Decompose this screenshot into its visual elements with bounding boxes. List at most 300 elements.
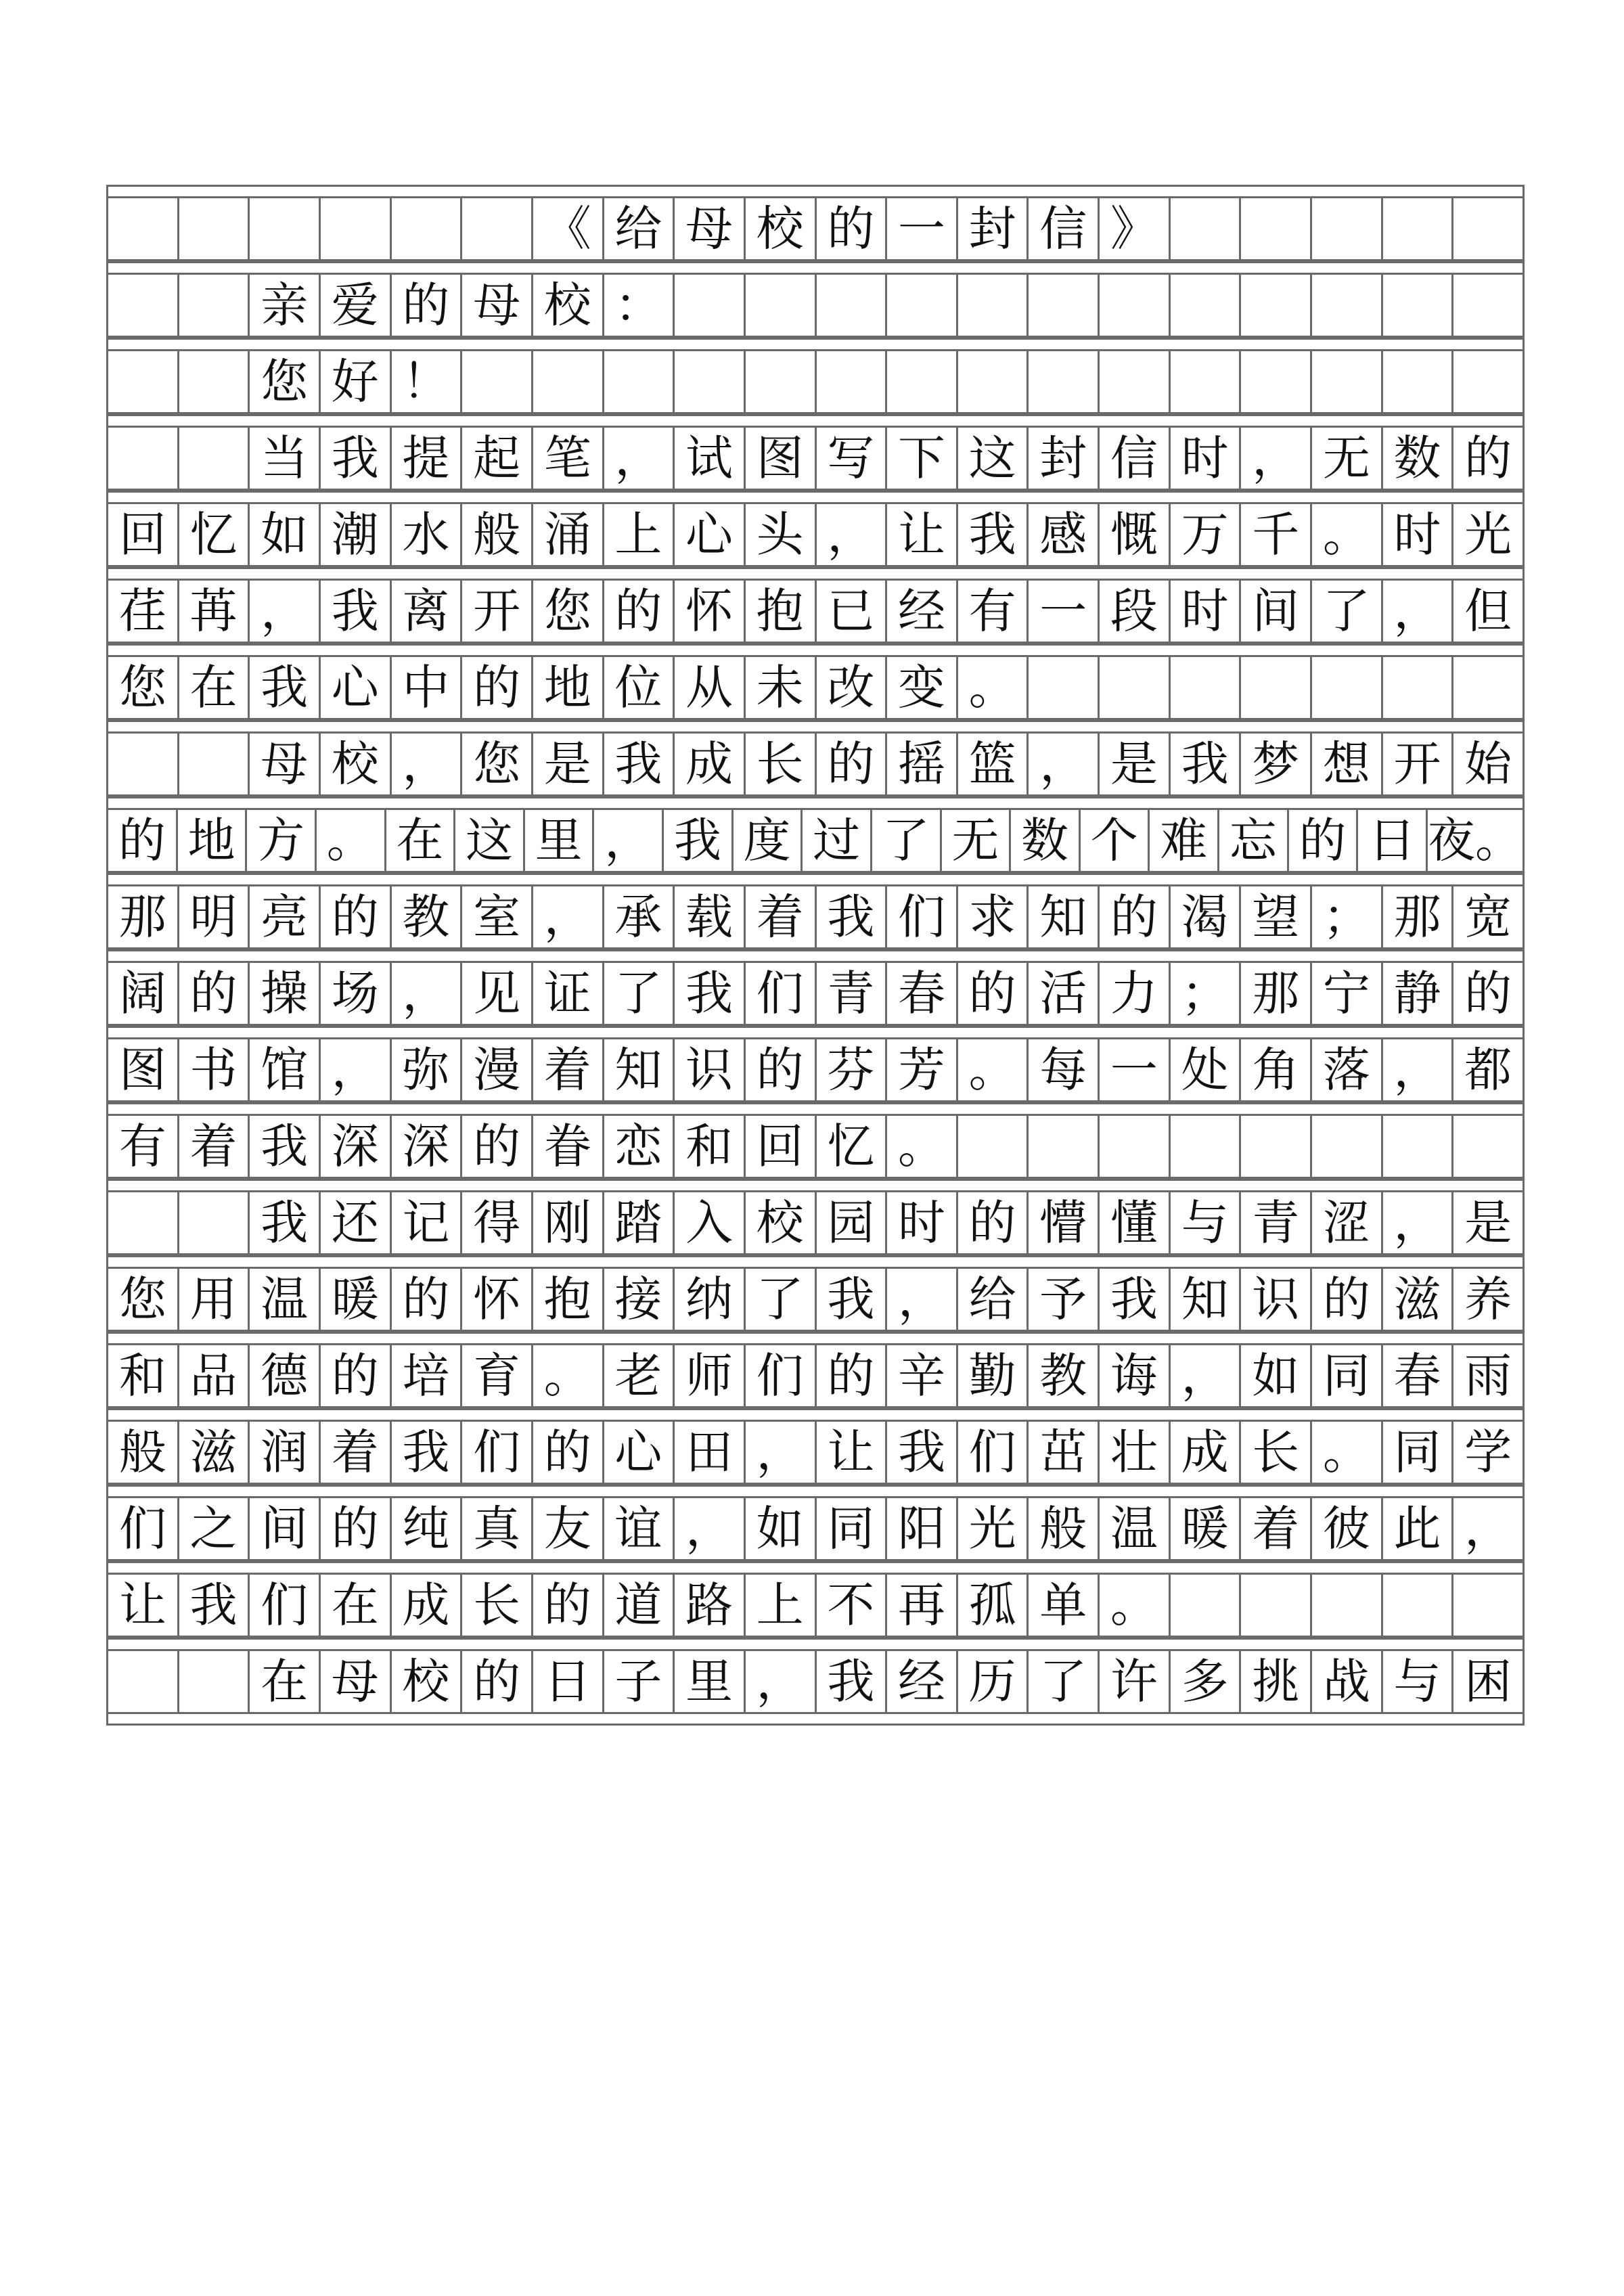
grid-cell: 挑 (1241, 1651, 1312, 1712)
composition-grid-paper (106, 185, 1525, 1726)
grid-cell: 图 (108, 1039, 179, 1100)
grid-cell: 接 (604, 1269, 675, 1330)
grid-cell: 载 (675, 886, 746, 947)
grid-cell (179, 351, 250, 412)
grid-cell: 的 (817, 198, 888, 259)
grid-cell: ， (817, 504, 888, 565)
grid-cell: 真 (462, 1498, 533, 1559)
grid-cell: 证 (533, 963, 604, 1024)
grid-cell: 的 (462, 657, 533, 718)
grid-cell: 给 (604, 198, 675, 259)
grid-cell: 青 (817, 963, 888, 1024)
grid-cell: 下 (887, 428, 958, 489)
grid-cell: 经 (887, 581, 958, 641)
grid-cell: 我 (887, 1422, 958, 1483)
row-spacer (106, 1561, 1525, 1573)
grid-row (106, 884, 1525, 949)
grid-cell: 母 (462, 275, 533, 336)
grid-cell: 从 (675, 657, 746, 718)
grid-cell: 地 (533, 657, 604, 718)
grid-cell (179, 275, 250, 336)
grid-cell: 与 (1171, 1192, 1242, 1253)
grid-cell: 我 (675, 963, 746, 1024)
grid-cell: 回 (108, 504, 179, 565)
grid-cell: 摇 (887, 734, 958, 794)
grid-cell: 不 (817, 1575, 888, 1636)
grid-cell: 友 (533, 1498, 604, 1559)
grid-cell: 得 (462, 1192, 533, 1253)
grid-cell: 篮 (958, 734, 1029, 794)
grid-cell: 了 (1029, 1651, 1100, 1712)
grid-cell: 都 (1453, 1039, 1525, 1100)
grid-cell: 了 (1312, 581, 1383, 641)
grid-cell: ， (1453, 1498, 1525, 1559)
grid-cell (1383, 657, 1454, 718)
grid-cell: 在 (386, 810, 456, 871)
grid-cell: 涌 (533, 504, 604, 565)
grid-cell: 着 (533, 1039, 604, 1100)
grid-cell: 未 (746, 657, 817, 718)
grid-row (106, 426, 1525, 491)
grid-cell (1171, 1116, 1242, 1177)
grid-cell (392, 198, 463, 259)
grid-cell: 们 (462, 1422, 533, 1483)
grid-cell: 已 (817, 581, 888, 641)
grid-cell: 见 (462, 963, 533, 1024)
grid-cell: 的 (817, 734, 888, 794)
grid-cell: 多 (1171, 1651, 1242, 1712)
grid-row (106, 1343, 1525, 1408)
grid-cell (1171, 275, 1242, 336)
grid-cell: 着 (746, 886, 817, 947)
grid-cell: 心 (675, 504, 746, 565)
grid-cell: 涩 (1312, 1192, 1383, 1253)
grid-cell (1312, 1575, 1383, 1636)
grid-cell: 我 (321, 581, 392, 641)
grid-cell: 的 (817, 1345, 888, 1406)
grid-cell: 时 (1383, 504, 1454, 565)
grid-cell: 我 (1171, 734, 1242, 794)
row-spacer (106, 185, 1525, 196)
grid-row (106, 502, 1525, 567)
grid-cell: 懂 (1100, 1192, 1171, 1253)
grid-cell: 纳 (675, 1269, 746, 1330)
grid-row (106, 1573, 1525, 1638)
grid-cell: 师 (675, 1345, 746, 1406)
grid-cell: 一 (1100, 1039, 1171, 1100)
grid-cell: 静 (1383, 963, 1454, 1024)
grid-cell: 还 (321, 1192, 392, 1253)
grid-cell (462, 198, 533, 259)
grid-cell: 潮 (321, 504, 392, 565)
grid-cell: 您 (108, 1269, 179, 1330)
grid-cell: ， (594, 810, 664, 871)
grid-cell: 勤 (958, 1345, 1029, 1406)
grid-cell: 如 (746, 1498, 817, 1559)
grid-cell: 着 (1241, 1498, 1312, 1559)
row-spacer (106, 873, 1525, 884)
grid-cell: 过 (803, 810, 872, 871)
grid-cell: 我 (250, 1116, 321, 1177)
grid-cell: 《 (533, 198, 604, 259)
grid-cell (1383, 1116, 1454, 1177)
grid-cell: 变 (887, 657, 958, 718)
grid-cell: ， (1029, 734, 1100, 794)
grid-cell: 校 (321, 734, 392, 794)
grid-cell: 。 (1312, 1422, 1383, 1483)
grid-cell: 爱 (321, 275, 392, 336)
grid-cell: 了 (872, 810, 942, 871)
grid-cell (1171, 198, 1242, 259)
grid-cell: 识 (675, 1039, 746, 1100)
grid-cell: 芬 (817, 1039, 888, 1100)
grid-cell: ， (746, 1422, 817, 1483)
grid-cell: 》 (1100, 198, 1171, 259)
grid-cell (179, 1651, 250, 1712)
grid-cell: 改 (817, 657, 888, 718)
grid-cell: 当 (250, 428, 321, 489)
grid-cell: 春 (1383, 1345, 1454, 1406)
grid-cell: 的 (533, 1422, 604, 1483)
grid-cell: ， (1383, 1192, 1454, 1253)
row-spacer (106, 644, 1525, 655)
grid-cell: 的 (533, 1575, 604, 1636)
row-spacer (106, 261, 1525, 273)
grid-cell: ， (321, 1039, 392, 1100)
grid-cell: 般 (1029, 1498, 1100, 1559)
row-spacer (106, 1332, 1525, 1343)
grid-cell (958, 275, 1029, 336)
grid-cell: 度 (734, 810, 803, 871)
row-spacer (106, 949, 1525, 961)
grid-cell (1241, 275, 1312, 336)
grid-cell: 路 (675, 1575, 746, 1636)
grid-cell: 校 (746, 198, 817, 259)
grid-cell: 是 (1100, 734, 1171, 794)
grid-cell: 记 (392, 1192, 463, 1253)
grid-cell: 成 (392, 1575, 463, 1636)
grid-cell: 懵 (1029, 1192, 1100, 1253)
grid-cell: 我 (392, 1422, 463, 1483)
grid-cell: 着 (321, 1422, 392, 1483)
grid-cell (179, 198, 250, 259)
grid-cell: 青 (1241, 1192, 1312, 1253)
grid-cell: 数 (1011, 810, 1081, 871)
grid-cell: 心 (604, 1422, 675, 1483)
grid-cell: 怀 (675, 581, 746, 641)
grid-cell: 彼 (1312, 1498, 1383, 1559)
grid-cell (1171, 351, 1242, 412)
grid-cell (179, 428, 250, 489)
grid-cell: 地 (178, 810, 248, 871)
grid-cell: 。 (1100, 1575, 1171, 1636)
grid-cell: 春 (887, 963, 958, 1024)
grid-cell: ， (1383, 1039, 1454, 1100)
grid-cell: 段 (1100, 581, 1171, 641)
grid-cell: 处 (1171, 1039, 1242, 1100)
grid-cell: 同 (817, 1498, 888, 1559)
grid-cell: 离 (392, 581, 463, 641)
grid-cell: 回 (746, 1116, 817, 1177)
grid-cell (1100, 1116, 1171, 1177)
grid-cell: 位 (604, 657, 675, 718)
grid-cell: 老 (604, 1345, 675, 1406)
grid-cell: 育 (462, 1345, 533, 1406)
grid-cell: 那 (108, 886, 179, 947)
grid-cell: 雨 (1453, 1345, 1525, 1406)
grid-cell: 我 (958, 504, 1029, 565)
grid-cell: 的 (321, 1498, 392, 1559)
grid-cell: 壮 (1100, 1422, 1171, 1483)
grid-cell: 经 (887, 1651, 958, 1712)
grid-row (106, 1496, 1525, 1561)
grid-cell (817, 275, 888, 336)
grid-cell (1453, 1116, 1525, 1177)
grid-cell: 让 (817, 1422, 888, 1483)
grid-cell: 养 (1453, 1269, 1525, 1330)
grid-cell: ， (1241, 428, 1312, 489)
grid-cell: 您 (108, 657, 179, 718)
grid-cell: 中 (392, 657, 463, 718)
grid-cell: 校 (533, 275, 604, 336)
row-spacer (106, 1638, 1525, 1649)
grid-cell: 入 (675, 1192, 746, 1253)
grid-row (106, 273, 1525, 338)
grid-cell: 母 (321, 1651, 392, 1712)
grid-cell: 弥 (392, 1039, 463, 1100)
grid-cell: 活 (1029, 963, 1100, 1024)
row-spacer (106, 414, 1525, 426)
grid-cell: 暖 (321, 1269, 392, 1330)
grid-cell: 阔 (108, 963, 179, 1024)
grid-cell: 品 (179, 1345, 250, 1406)
grid-cell: 道 (604, 1575, 675, 1636)
grid-cell: 教 (392, 886, 463, 947)
grid-row (106, 1420, 1525, 1485)
grid-cell: ， (887, 1269, 958, 1330)
grid-cell (1453, 351, 1525, 412)
grid-cell: 无 (1312, 428, 1383, 489)
grid-cell (1241, 1116, 1312, 1177)
grid-cell (1100, 351, 1171, 412)
grid-cell: ， (604, 428, 675, 489)
grid-cell: 书 (179, 1039, 250, 1100)
grid-cell: 们 (887, 886, 958, 947)
grid-cell: 这 (958, 428, 1029, 489)
grid-cell: 阳 (887, 1498, 958, 1559)
grid-cell (746, 351, 817, 412)
grid-cell: 母 (250, 734, 321, 794)
grid-cell: 滋 (179, 1422, 250, 1483)
grid-row (106, 961, 1525, 1026)
grid-cell: 许 (1100, 1651, 1171, 1712)
grid-cell (604, 351, 675, 412)
grid-row (106, 349, 1525, 414)
grid-cell: 们 (958, 1422, 1029, 1483)
grid-cell: 感 (1029, 504, 1100, 565)
grid-cell: 角 (1241, 1039, 1312, 1100)
grid-cell (1100, 275, 1171, 336)
grid-cell: 数 (1383, 428, 1454, 489)
grid-cell (1241, 657, 1312, 718)
row-spacer (106, 1179, 1525, 1190)
grid-cell: 的 (958, 963, 1029, 1024)
grid-cell (1029, 351, 1100, 412)
row-spacer (106, 1255, 1525, 1267)
grid-cell: 的 (108, 810, 178, 871)
grid-cell (1383, 1575, 1454, 1636)
grid-cell: 我 (1100, 1269, 1171, 1330)
grid-cell: 们 (250, 1575, 321, 1636)
grid-cell: 宁 (1312, 963, 1383, 1024)
grid-cell: 成 (675, 734, 746, 794)
grid-cell: 馆 (250, 1039, 321, 1100)
grid-cell: 水 (392, 504, 463, 565)
grid-cell: 光 (1453, 504, 1525, 565)
grid-cell: 长 (462, 1575, 533, 1636)
grid-cell (1453, 198, 1525, 259)
grid-cell: 求 (958, 886, 1029, 947)
grid-cell: 心 (321, 657, 392, 718)
row-spacer (106, 1026, 1525, 1037)
grid-cell (1383, 198, 1454, 259)
grid-cell (1312, 275, 1383, 336)
grid-cell: 梦 (1241, 734, 1312, 794)
grid-cell (1171, 1575, 1242, 1636)
grid-cell: 抱 (746, 581, 817, 641)
grid-cell: 日 (533, 1651, 604, 1712)
grid-cell: 的 (746, 1039, 817, 1100)
grid-cell: 时 (887, 1192, 958, 1253)
grid-cell: 温 (250, 1269, 321, 1330)
grid-cell: 学 (1453, 1422, 1525, 1483)
grid-cell: 宽 (1453, 886, 1525, 947)
grid-cell: 您 (533, 581, 604, 641)
grid-cell: ， (533, 886, 604, 947)
grid-cell: 个 (1081, 810, 1150, 871)
grid-cell: 芳 (887, 1039, 958, 1100)
grid-cell: 之 (179, 1498, 250, 1559)
grid-cell: 抱 (533, 1269, 604, 1330)
grid-cell (462, 351, 533, 412)
grid-cell: ， (392, 963, 463, 1024)
grid-cell: 的 (958, 1192, 1029, 1253)
grid-row (106, 731, 1525, 796)
grid-cell: 难 (1150, 810, 1219, 871)
grid-cell: 。 (958, 1039, 1029, 1100)
grid-cell: ， (392, 734, 463, 794)
grid-cell (108, 1651, 179, 1712)
grid-cell: 辛 (887, 1345, 958, 1406)
grid-cell: 时 (1171, 428, 1242, 489)
grid-cell: 。 (317, 810, 386, 871)
grid-cell: 间 (250, 1498, 321, 1559)
grid-cell: 我 (604, 734, 675, 794)
grid-cell: 和 (675, 1116, 746, 1177)
grid-cell: 的 (462, 1651, 533, 1712)
grid-cell (108, 275, 179, 336)
grid-cell (321, 198, 392, 259)
grid-cell: 的 (604, 581, 675, 641)
grid-cell: 我 (664, 810, 734, 871)
row-spacer (106, 1714, 1525, 1726)
grid-cell: 您 (462, 734, 533, 794)
grid-cell (746, 275, 817, 336)
grid-cell: 场 (321, 963, 392, 1024)
grid-cell: 此 (1383, 1498, 1454, 1559)
grid-cell: 信 (1029, 198, 1100, 259)
grid-cell: 头 (746, 504, 817, 565)
grid-cell: 我 (817, 1651, 888, 1712)
grid-cell: 的 (1100, 886, 1171, 947)
grid-cell: 诲 (1100, 1345, 1171, 1406)
grid-cell: ； (1312, 886, 1383, 947)
grid-cell: ： (604, 275, 675, 336)
grid-cell: 这 (455, 810, 525, 871)
row-spacer (106, 338, 1525, 349)
grid-cell: 们 (746, 963, 817, 1024)
grid-cell: 里 (525, 810, 595, 871)
grid-cell (817, 351, 888, 412)
grid-cell: 识 (1241, 1269, 1312, 1330)
grid-cell: 的 (462, 1116, 533, 1177)
grid-cell: 是 (533, 734, 604, 794)
grid-cell (1029, 275, 1100, 336)
grid-cell: 光 (958, 1498, 1029, 1559)
grid-cell: 是 (1453, 1192, 1525, 1253)
grid-cell: 茁 (1029, 1422, 1100, 1483)
grid-cell: 谊 (604, 1498, 675, 1559)
row-spacer (106, 720, 1525, 731)
grid-cell: 培 (392, 1345, 463, 1406)
grid-cell: 我 (817, 886, 888, 947)
grid-cell: 室 (462, 886, 533, 947)
row-spacer (106, 1485, 1525, 1496)
grid-cell: 的 (392, 275, 463, 336)
grid-cell (108, 1192, 179, 1253)
grid-cell: 德 (250, 1345, 321, 1406)
grid-cell: ； (1171, 963, 1242, 1024)
grid-cell: ， (250, 581, 321, 641)
grid-cell (108, 198, 179, 259)
grid-cell: 教 (1029, 1345, 1100, 1406)
row-spacer (106, 1408, 1525, 1420)
grid-cell: 的 (1453, 963, 1525, 1024)
grid-cell: 们 (746, 1345, 817, 1406)
grid-cell: 渴 (1171, 886, 1242, 947)
grid-cell: 暖 (1171, 1498, 1242, 1559)
grid-cell (250, 198, 321, 259)
grid-cell: 上 (604, 504, 675, 565)
grid-cell (1171, 657, 1242, 718)
grid-cell: 每 (1029, 1039, 1100, 1100)
grid-cell: 和 (108, 1345, 179, 1406)
grid-row (106, 196, 1525, 261)
grid-cell: 千 (1241, 504, 1312, 565)
grid-cell: 刚 (533, 1192, 604, 1253)
grid-cell: 与 (1383, 1651, 1454, 1712)
grid-cell: 时 (1171, 581, 1242, 641)
grid-cell: 深 (392, 1116, 463, 1177)
grid-cell: 校 (746, 1192, 817, 1253)
grid-cell (1453, 657, 1525, 718)
grid-cell: 单 (1029, 1575, 1100, 1636)
grid-cell: 一 (1029, 581, 1100, 641)
grid-cell: 。 (1312, 504, 1383, 565)
grid-cell: 忆 (817, 1116, 888, 1177)
grid-cell (1241, 351, 1312, 412)
grid-cell: 力 (1100, 963, 1171, 1024)
